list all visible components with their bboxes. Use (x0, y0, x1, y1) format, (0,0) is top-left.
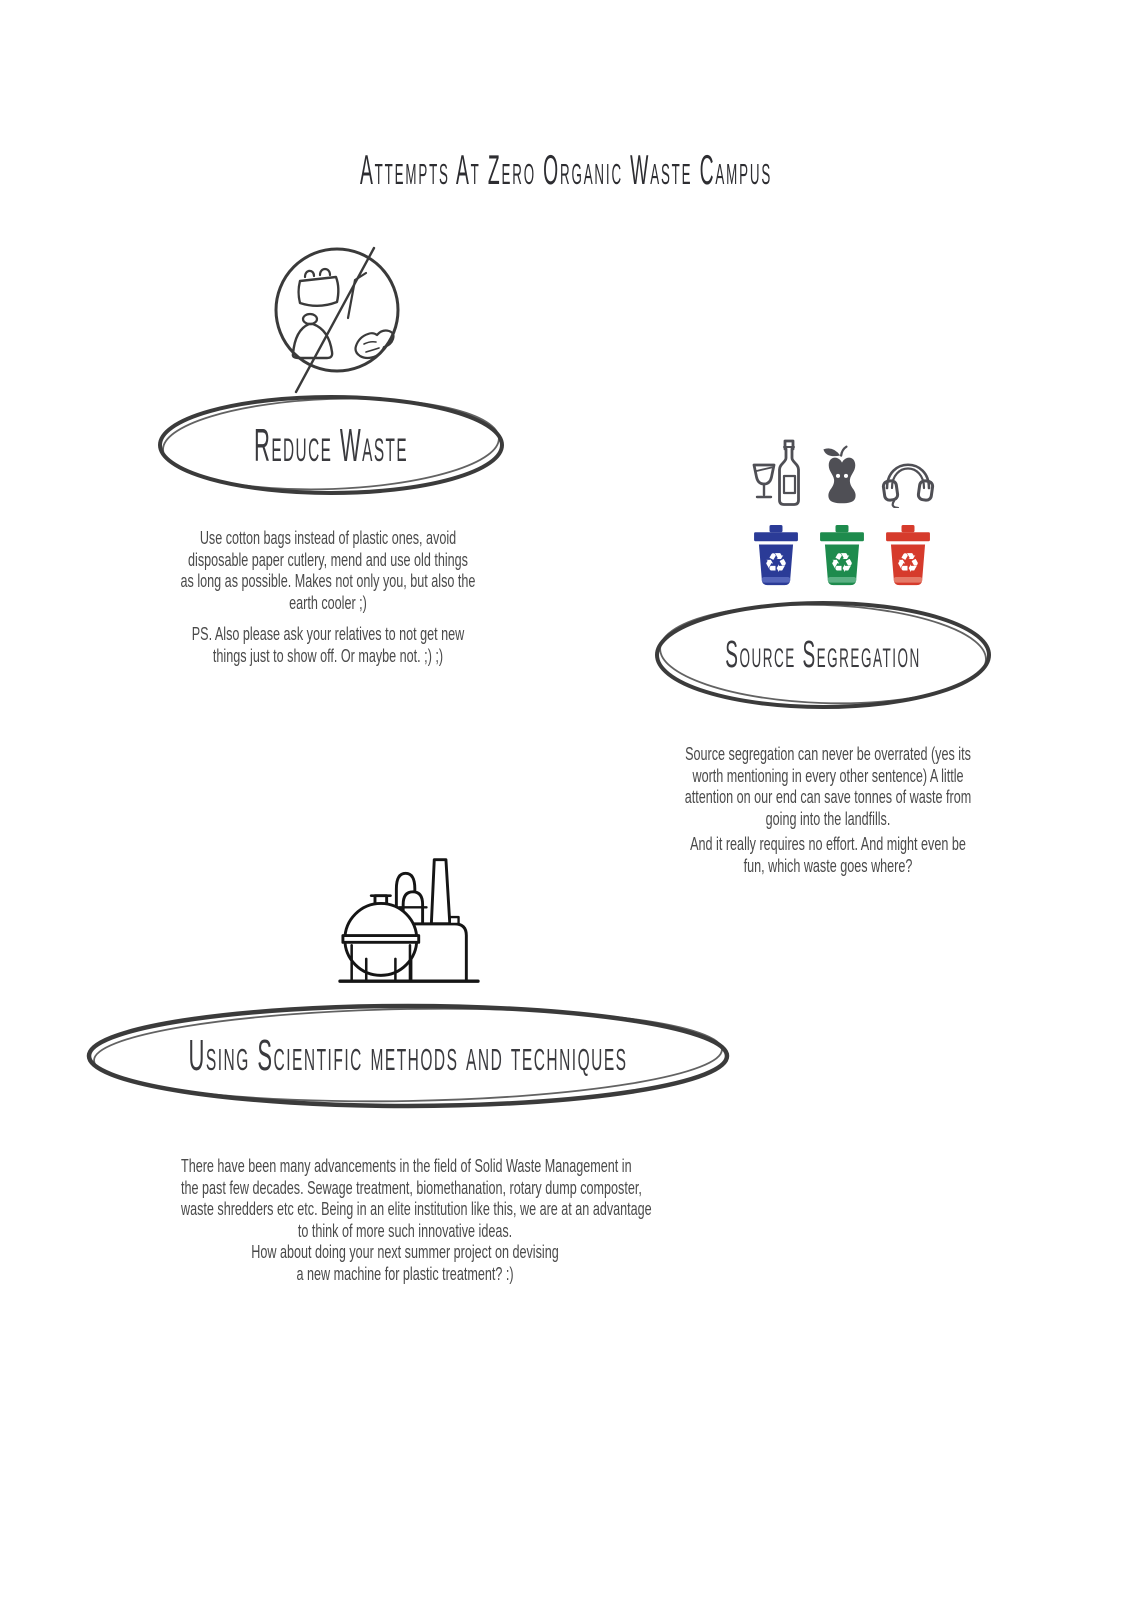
scientific-methods-text (181, 1156, 652, 1285)
text-line: earth cooler ;) (289, 592, 367, 613)
apple-core-icon (819, 436, 865, 508)
text-line: There have been many advancements in the field of Solid Waste Management in (181, 1156, 632, 1176)
reduce-waste-text (175, 528, 480, 667)
text-line: the past few decades. Sewage treatment, biomethanation, rotary dump composter, (181, 1177, 642, 1198)
text-line: a new machine for plastic treatment? :) (296, 1263, 514, 1284)
text-line: PS. Also please ask your relatives to not get new (191, 624, 465, 644)
source-segregation-text (675, 744, 980, 877)
text-line: waste shredders etc etc. Being in an elite institution like this, we are at an advantage (181, 1199, 652, 1219)
recycle-symbol-icon: ♻ (829, 548, 855, 580)
paragraph (181, 1156, 652, 1285)
source-segregation-oval (652, 598, 994, 712)
paragraph (675, 834, 980, 877)
recycle-symbol-icon: ♻ (895, 548, 921, 580)
text-line: worth mentioning in every other sentence) A little (692, 765, 964, 786)
organic-waste-bin (816, 436, 868, 594)
glass-waste-bin (750, 436, 802, 594)
recycle-symbol-icon: ♻ (763, 548, 789, 580)
scientific-methods-oval (83, 1000, 733, 1112)
text-line: disposable paper cutlery, mend and use old things (188, 549, 468, 570)
section-heading-scientific-methods: Using Scientific methods and techniques (188, 1031, 628, 1080)
section-heading-source-segregation: Source Segregation (725, 633, 921, 676)
text-line: things just to show off. Or maybe not. ;) ;) (212, 645, 444, 666)
text-line: And it really requires no effort. And might even be (690, 834, 966, 854)
blue-bin-icon (750, 516, 802, 594)
headphones-icon (881, 436, 935, 508)
wine-bottle-and-glass-icon (752, 436, 800, 508)
e-waste-bin (882, 436, 934, 594)
text-line: fun, which waste goes where? (743, 855, 913, 876)
factory-icon (336, 850, 482, 988)
text-line: Source segregation can never be overrated (yes its (685, 744, 971, 764)
green-bin-icon (816, 516, 868, 594)
paragraph (175, 624, 480, 667)
paragraph (675, 744, 980, 830)
reduce-waste-oval (155, 392, 507, 498)
text-line: as long as possible. Makes not only you, but also the (180, 571, 476, 591)
text-line: How about doing your next summer project on devising (251, 1242, 559, 1262)
page-title: Attempts At Zero Organic Waste Campus (359, 146, 773, 193)
recycling-bins-icon (750, 436, 934, 594)
text-line: attention on our end can save tonnes of waste from (684, 787, 972, 807)
text-line: to think of more such innovative ideas. (297, 1220, 513, 1241)
text-line: going into the landfills. (765, 808, 891, 829)
paragraph (175, 528, 480, 614)
text-line: Use cotton bags instead of plastic ones, avoid (199, 528, 457, 548)
red-bin-icon (882, 516, 934, 594)
section-heading-reduce-waste: Reduce Waste (253, 419, 409, 471)
